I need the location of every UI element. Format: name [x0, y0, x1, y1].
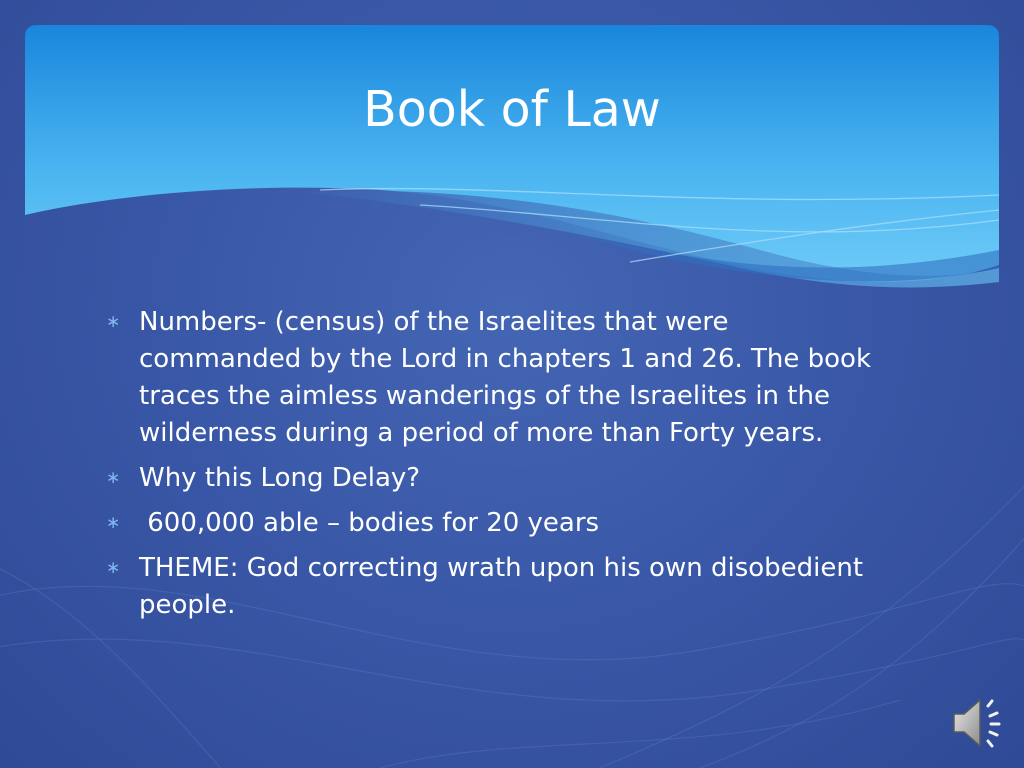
bullet-item	[106, 550, 896, 624]
bullet-text: Why this Long Delay?	[139, 463, 421, 493]
slide-title: Book of Law	[363, 81, 661, 138]
bullet-text: THEME: God correcting wrath upon his own disobedient people.	[139, 553, 864, 620]
bullet-text: Numbers- (census) of the Israelites that were commanded by the Lord in chapters 1 and 26. The book traces the aimless wanderings of the Israelites in the wilderness during a period of more than Forty years.	[139, 307, 872, 448]
bullet-list	[106, 304, 896, 632]
bullet-item	[106, 460, 896, 497]
bullet-text: 600,000 able – bodies for 20 years	[139, 508, 600, 538]
bullet-item	[106, 505, 896, 542]
bullet-asterisk-icon: ∗	[106, 513, 121, 533]
bullet-asterisk-icon: ∗	[106, 312, 121, 332]
bullet-asterisk-icon: ∗	[106, 558, 121, 578]
speaker-icon[interactable]	[950, 694, 1008, 752]
bullet-asterisk-icon: ∗	[106, 468, 121, 488]
bullet-item	[106, 304, 896, 452]
